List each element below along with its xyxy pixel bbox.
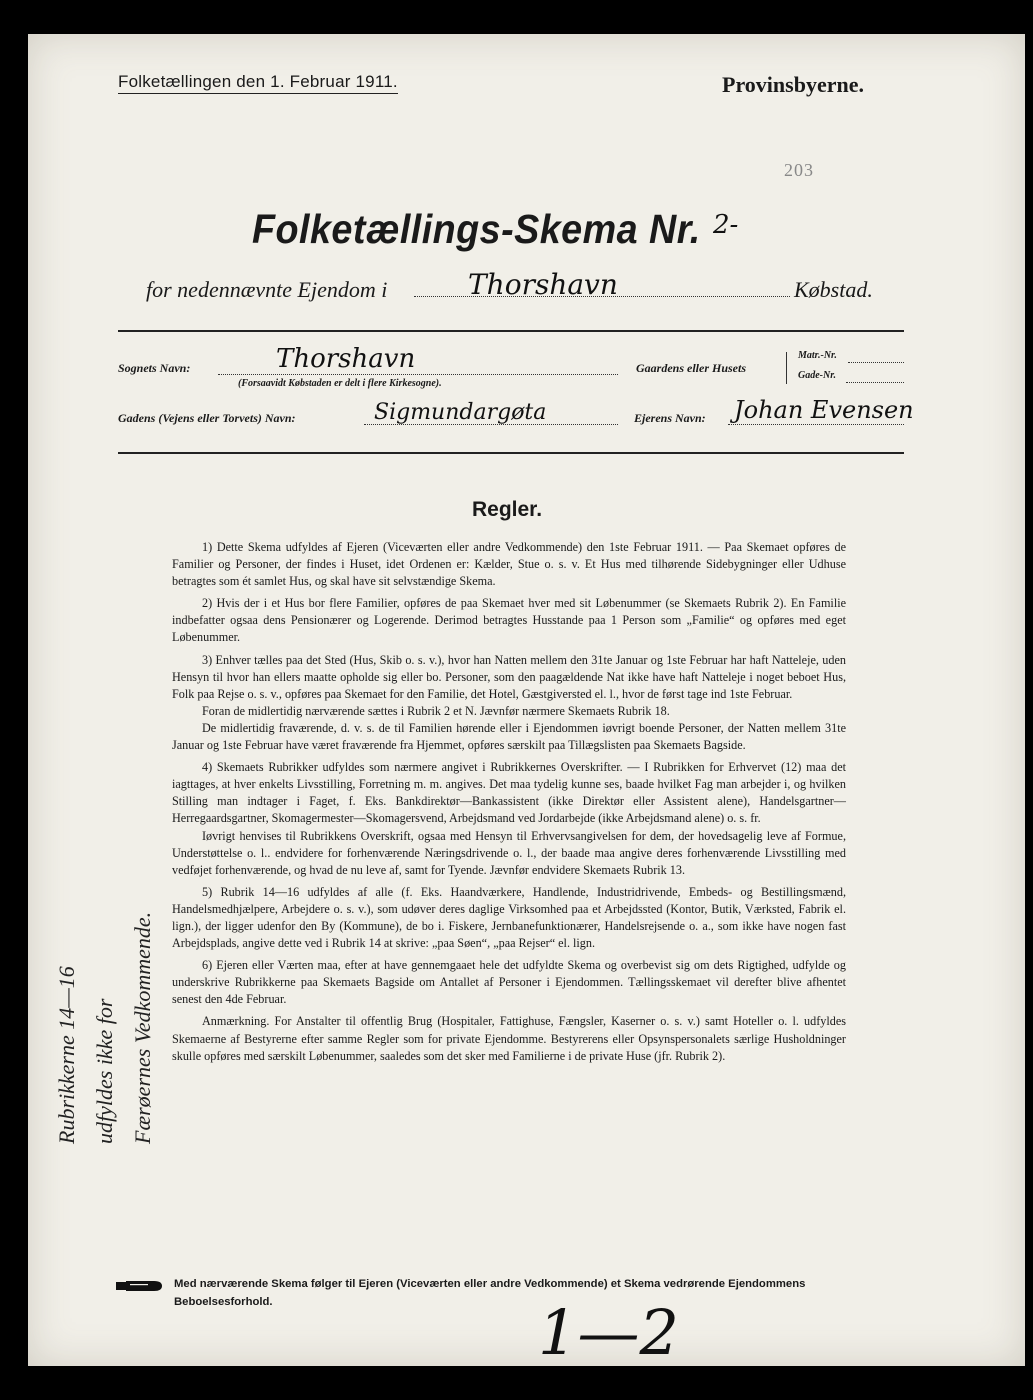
bottom-handwriting: 1—2	[538, 1296, 679, 1369]
owner-dotted-line	[728, 424, 904, 425]
parish-note: (Forsaavidt Købstaden er delt i flere Kirkesogne).	[238, 378, 442, 389]
sheet-number: 203	[784, 160, 814, 180]
side-note-line-3: Færøernes Vedkommende.	[130, 911, 155, 1144]
rule-3-temporary-present: Foran de midlertidig nærværende sættes i Rubrik 2 et N. Jævnfør nærmere Skemaets Rubrik 18.	[202, 703, 670, 718]
owner-label: Ejerens Navn:	[634, 411, 706, 425]
parish-label: Sognets Navn:	[118, 361, 191, 375]
pointing-hand-icon	[116, 1279, 166, 1298]
footer-note: Med nærværende Skema følger til Ejeren (Viceværten eller andre Vedkommende) et Skema vedrørende Ejendommens Beboelsesforhold.	[174, 1278, 806, 1308]
parish-dotted-line	[218, 374, 618, 375]
owner-handwritten: Johan Evensen	[734, 396, 914, 424]
rule-3-temporary-absent: De midlertidig fraværende, d. v. s. de til Familien hørende eller i Ejendommen iøvrigt boende Personer, der Natten mellem 31te Januar og 1ste Februar have været fraværende fra Hjemmet, opføres særskilt paa Tillægslisten paa Skemaets Bagside.	[172, 720, 846, 753]
property-prefix: for nedennævnte Ejendom i	[146, 277, 388, 302]
rules-heading: Regler.	[472, 498, 543, 521]
side-note-line-2: udfyldes ikke for	[92, 998, 117, 1144]
matr-label: Matr.-Nr.	[798, 350, 837, 361]
rule-6: 6) Ejeren eller Værten maa, efter at have gennemgaaet hele det udfyldte Skema og overbevist sig om dets Rigtighed, udfylde og underskrive Rubrikkerne paa Skemaets Bagside om Antallet af Personer i Ejendommen. Tællingsskemaet vil derefter blive afhentet senest den 4de Februar.	[172, 958, 846, 1007]
rule-4: 4) Skemaets Rubrikker udfyldes som nærmere angivet i Rubrikkernes Overskrifter. — I Rubrikken for Erhvervet (12) maa det iagttages, at hver enkelts Livsstilling, Forretning m. m. angives. Det maa tydelig kunne ses, baade hvilket Fag man arbejder i, og hvilken Stilling man indtager i Faget, f. Eks. Bankdirektør—Bankassistent (ikke Direktør eller Assistent alene), Handelsgartner—Herregaardsgartner, Skomagermester—Skomagersvend, Arbejdsmand ved Jordarbejde (ikke Arbejdsmand alene) o. s. fr.	[172, 760, 846, 826]
rules-body	[172, 539, 846, 1070]
middle-rule	[118, 452, 904, 454]
side-note-line-1: Rubrikkerne 14—16	[54, 966, 79, 1144]
rule-3: 3) Enhver tælles paa det Sted (Hus, Skib o. s. v.), hvor han Natten mellem den 31te Januar og 1ste Februar har haft Natteleje, uden Hensyn til hvor han ellers maatte opholde sig eller bo. Personer, som den paagældende Nat ikke have haft Natteleje i noget beboet Hus, Folk paa Rejse o. s. v., opføres paa Skemaet for den Familie, det Hotel, Gæstgiversted el. l., hvor de først tage ind 1ste Februar.	[172, 652, 846, 701]
property-city-handwritten: Thorshavn	[468, 268, 618, 301]
form-number-handwritten: 2-	[713, 210, 739, 240]
rule-5: 5) Rubrik 14—16 udfyldes af alle (f. Eks. Haandværkere, Handlende, Industridrivende, Embeds- og Bestillingsmænd, Handelsmedhjælpere, Arbejdere o. s. v.), som udøver deres daglige Virksomhed paa et Arbejdssted (Kontor, Butik, Værksted, Fabrik el. lign.), der ligger udenfor den By (Kommune), de bo i. Fiskere, Jernbanefunktionærer, Handelsrejsende o. a., som ikke have nogen fast Arbejdsplads, angive dette ved i Rubrik 14 at skrive: „paa Søen“, „paa Rejser“ el. lign.	[172, 884, 846, 951]
form-title: Folketællings-Skema Nr.	[252, 206, 701, 252]
gade-label: Gade-Nr.	[798, 370, 837, 381]
rule-remark: Anmærkning. For Anstalter til offentlig Brug (Hospitaler, Fattighuse, Fængsler, Kaserner o. s. v.) samt Hoteller o. l. udfyldes Skemaerne af Bestyrerne efter samme Regler som for private Ejendomme. Bestyrerens eller Opsynspersonalets særlige Husholdninger skulle opføres med særskilt Løbenummer, saaledes som det sker med Familierne i de private Huse (jfr. Rubrik 2).	[172, 1014, 846, 1063]
census-form-sheet	[28, 34, 1025, 1369]
census-header-title: Folketællingen den 1. Februar 1911.	[118, 72, 398, 94]
gade-dotted-line	[846, 382, 904, 383]
rule-1: 1) Dette Skema udfyldes af Ejeren (Viceværten eller andre Vedkommende) den 1ste Februar 1911. — Paa Skemaet opføres de Familier og Personer, der findes i Huset, idet Ordenen er: Kælder, Stue o. s. v. Et Hus med tilhørende Sidebygninger eller Udhuse betragtes som ét samlet Hus, og skal have sit selvstændige Skema.	[172, 540, 846, 589]
region-header: Provinsbyerne.	[722, 72, 864, 97]
house-label: Gaardens eller Husets	[636, 361, 747, 375]
street-label: Gadens (Vejens eller Torvets) Navn:	[118, 411, 296, 425]
house-brace	[786, 352, 787, 384]
rule-2: 2) Hvis der i et Hus bor flere Familier, opføres de paa Skemaet hver med sit Løbenummer (se Skemaets Rubrik 2). En Familie indbefatter ogsaa dens Pensionærer og Logerende. Derimod betragtes Husstande paa 1 Person som „Familie“ og opføres med eget Løbenummer.	[172, 596, 846, 645]
street-handwritten: Sigmundargøta	[374, 400, 547, 425]
matr-dotted-line	[848, 362, 904, 363]
rule-4-further: Iøvrigt henvises til Rubrikkens Overskrift, ogsaa med Hensyn til Erhvervsangivelsen for dem, der hovedsagelig leve af Formue, Understøttelse o. l.. endvidere for forhenværende Næringsdrivende o. l., der baade maa angive deres forhenværende Livsstilling med vedføjet forhenværende, og hvad de nu leve af, samt for Tyende. Jævnfør endvidere Skemaets Rubrik 13.	[172, 828, 846, 877]
property-suffix: Købstad.	[794, 277, 873, 302]
parish-handwritten: Thorshavn	[276, 344, 416, 374]
top-rule	[118, 330, 904, 332]
